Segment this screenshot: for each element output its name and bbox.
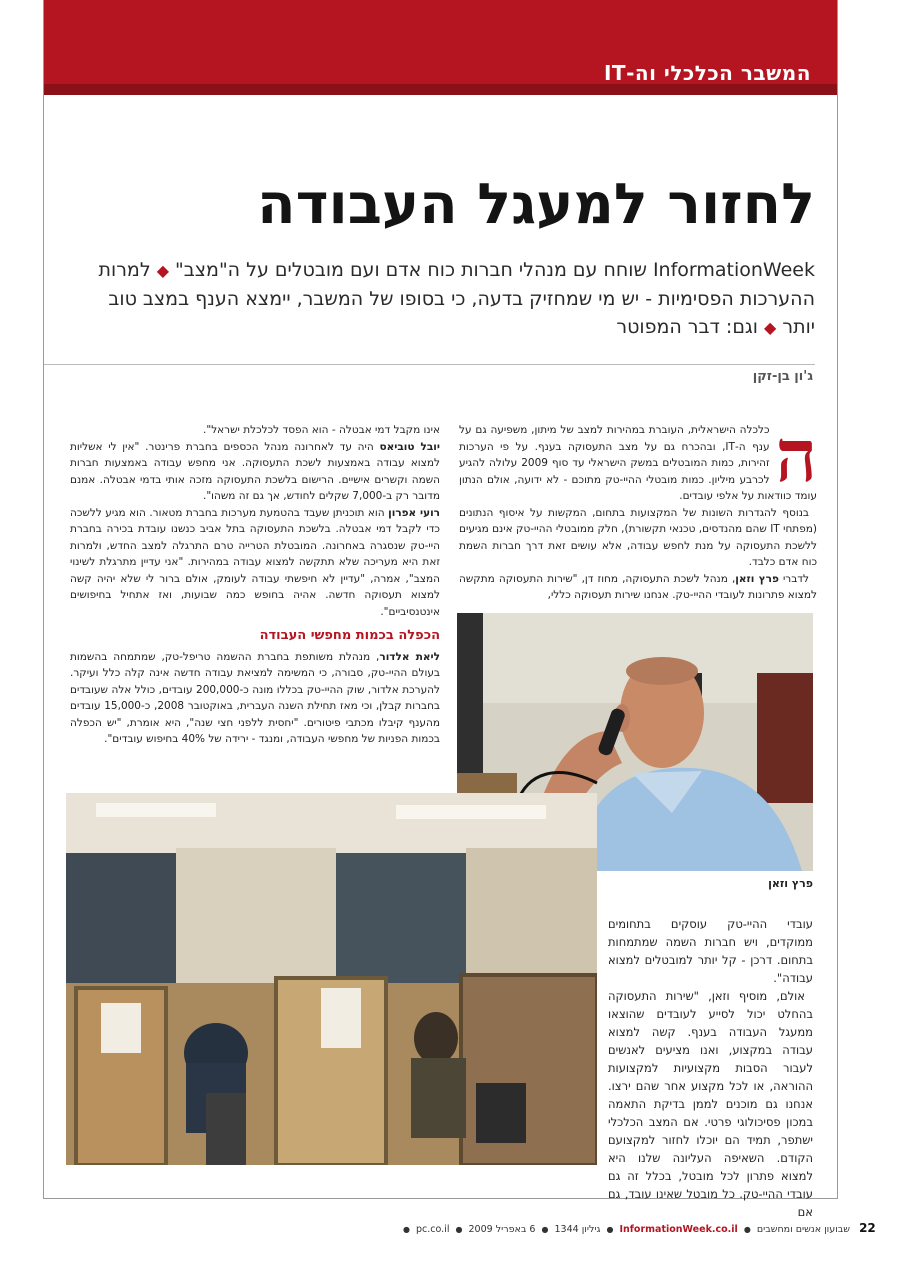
paragraph: רועי אפרון הוא תוכניתן שעבד בהטמעת מערכות בחברת מטאור. הוא מגיע ללשכה כדי לקבל דמי אבטלה. בלשכת התעסוקה בתל אביב כנשנו עובדת בכירה בחברת היי-טק שנסגרה באחרונה. המובטלת הטרייה טרם התרגלה למצב החדש, ולמרות זאת היא מעריכה שלא תתקשה למצוא עבודה במהירות. "אני עדיין מתרגלת לשינוי המצב", אמרה, "עדיין לא חיפשתי עבודה לעומק, אולם ברור לי שלא יהיה קשה למצוא תעסוקה חדשה. אהיה בחופש כמה שבועות, ואז אתחיל בחיפושים אינטנסיביים". (70, 506, 440, 618)
paragraph: אינו מקבל דמי אבטלה - הוא הפסד לכלכלת ישראל". (203, 424, 440, 436)
article-title: לחזור למעגל העבודה (257, 172, 815, 237)
domain-link[interactable]: pc.co.il (416, 1224, 450, 1235)
bullet-icon: ● (403, 1225, 410, 1234)
bullet-icon: ● (541, 1225, 549, 1234)
person-name: פרץ וזאן (735, 572, 779, 585)
photo-caption: פרץ וזאן (768, 877, 813, 890)
section-title: המשבר הכלכלי וה-IT (603, 61, 811, 85)
subheading: הכפלה בכמות מחפשי העבודה (259, 628, 440, 643)
drop-cap: ה (775, 413, 817, 498)
lead-part-2: למרות ההערכות הפסימיות - יש מי שמחזיק בדעה, כי בסופו של המשבר, יימצא הענף במצב טוב יותר (98, 259, 815, 338)
person-name: ליאת אלדור (379, 650, 440, 663)
paragraph: אולם, מוסיף וזאן, "שירות התעסוקה בהחלט יכול לסייע לעובדים שהוצאו ממעגל העבודה בענף. קשה למצוא עבודה במקצוע, ואנו מציעים לאנשים לעבור הסבות מקצועיות למקצועות ההוראה, או לכל מקצוע אחר שהם ירצו. אנחנו גם מוכנים לממן בדיקת התאמה במכון פסיכולוגי פרטי. אם המצב הכלכלי ישתפר, תמיד הם יוכלו לחזור למקצועם הקודם. השאיפה העליונה שלנו היא למצוא פתרון לכל מובטל, בכלל זה גם עובדי ההיי-טק. כל מובטל שאינו עובד, גם אם (608, 989, 813, 1219)
bullet-icon: ● (606, 1225, 614, 1234)
bullet-icon: ● (743, 1225, 751, 1234)
paragraph: ליאת אלדור, מנהלת משותפת בחברת ההשמה טריפל-טק, שמתמחה בהשמות בעולם ההיי-טק, סבורה, כי המשימה למציאת עבודה חדשה אינה קלה כלל ועיקר. להערכת אלדור, שוק ההיי-טק בכללו מונה כ-200,000 עובדים, כולל אלה שעובדים בחברות קבלן, וכי מאז תחילת השנה העברית, באוקטובר 2008, כ-15,000 עובדים מהענף קיבלו מכתבי פיטורים. "יחסית ללפני חצי שנה", היא אומרת, "יש הכפלה בכמות הפניות של מחפשי העבודה, ומנגד - ירידה של 40% בחיפוש עובדים". (70, 650, 440, 745)
publication-name: שבועון אנשים ומחשבים (756, 1224, 851, 1235)
paragraph: עובדי ההיי-טק עוסקים בתחומים ממוקדים, ויש חברות השמה שמתמחות בתחום. דרכן - קל יותר למובטלים למצוא עבודה". (608, 917, 813, 985)
column-bottom (608, 915, 813, 1221)
person-name: יובל טוביאס (379, 440, 440, 453)
issue-number: גיליון 1344 (554, 1224, 601, 1235)
banner-stripe (44, 84, 837, 95)
paragraph: כלכלה הישראלית, העוברת במהירות למצב של מיתון, משפיעה גם על ענף ה-IT, ובהכרח גם על מצב התעסוקה בענף. על פי הערכות זהירות, כמות המובטלים במשק הישראלי עד סוף 2009 עלולה להגיע לכרבע מיליון. כמות מובטלי ההיי-טק מתוכם - לא ידועה, אולם הנתון עומד כוודאות על אלפי עובדים. (459, 424, 817, 502)
paragraph: לדברי פרץ וזאן, מנהל לשכת התעסוקה, מחוז דן, "שירות התעסוקה מתקשה למצוא פתרונות לעובדי ההיי-טק. אנחנו שירות תעסוקה כללי, (459, 572, 817, 601)
column-left (70, 422, 440, 748)
site-link[interactable]: InformationWeek.co.il (619, 1224, 738, 1235)
diamond-bullet-icon: ◆ (156, 261, 169, 280)
person-name: רועי אפרון (388, 506, 440, 519)
byline: ג'ון בן-זקן (752, 369, 813, 384)
paragraph: בנוסף להגדרות השונות של המקצועות בתחום, המקשות על איסוף הנתונים (מפתחי IT שהם מהנדסים, טכנאי תקשורת), חלק ממובטלי ההיי-טק אינם מגיעים ללשכת התעסוקה על מנת לחפש עבודה, אלא עושים זאת דרך חברות השמת כוח אדם כלבד. (459, 506, 817, 568)
header-banner (44, 0, 837, 95)
photo-office-cubicles (66, 793, 597, 1165)
paragraph: יובל טוביאס היה עד לאחרונה מנהל הכספים בחברת פרינטר. "אין לי אשליות למצוא עבודה באמצעות לשכת התעסוקה. אני מחפש עבודה באמצעות חברות השמה וקשרים אישיים. הרישום בלשכת התעסוקה מזכה אותי בדמי אבטלה. אמנם מדובר רק ב-7,000 שקלים לחודש, אך גם זה משהו". (70, 440, 440, 502)
issue-date: 6 באפריל 2009 (468, 1224, 536, 1235)
magazine-page (43, 0, 838, 1219)
page-footer (400, 1221, 876, 1235)
lead-part-3: וגם: דבר המפוטר (616, 316, 758, 338)
article-lead (80, 256, 815, 342)
lead-part-1: InformationWeek שוחח עם מנהלי חברות כוח אדם ועם מובטלים על ה"מצב" (175, 259, 815, 281)
column-right (459, 413, 817, 604)
page-number: 22 (859, 1221, 876, 1235)
diamond-bullet-icon: ◆ (764, 318, 777, 337)
bullet-icon: ● (455, 1225, 463, 1234)
byline-divider (44, 364, 815, 365)
